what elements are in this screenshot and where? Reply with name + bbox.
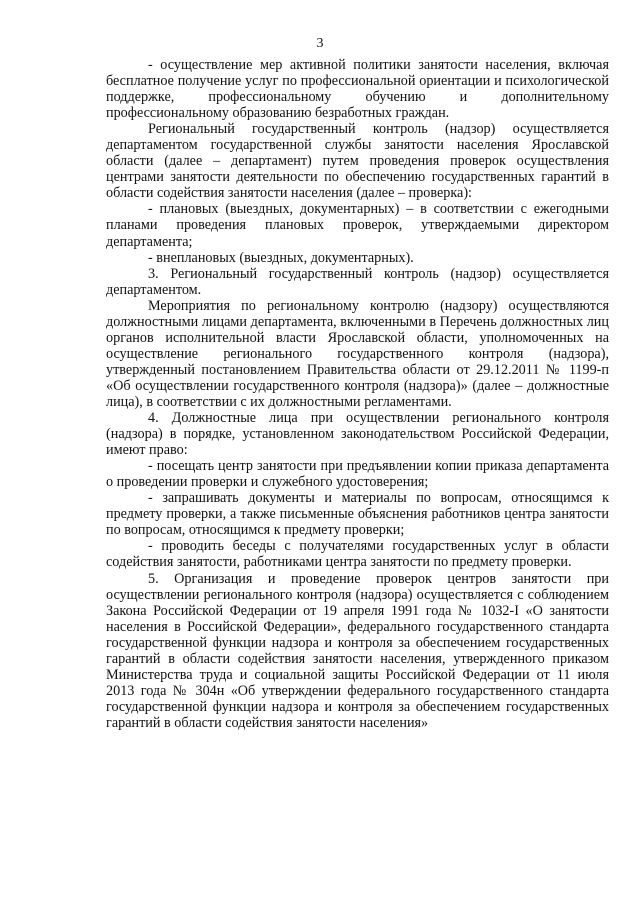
paragraph-officials-list: Мероприятия по региональному контролю (надзору) осуществляются должностными лицами департамента, включенными в Перечень должностных лиц органов исполнительной власти Ярославской области, уполномоченных на осуществление регионального государственного контроля (надзора), утвержденный постановлением Правительства области от 29.12.2011 № 1199-п «Об осуществлении государственного контроля (надзора)» (далее – должностные лица), в соответствии с их должностными регламентами.: [106, 297, 609, 410]
page-number: 3: [316, 36, 324, 51]
paragraph-unplanned-inspections: - внеплановых (выездных, документарных).: [148, 249, 414, 266]
paragraph-section-3: 3. Региональный государственный контроль (надзор) осуществляется департаментом.: [106, 265, 609, 298]
paragraph-regional-control: Региональный государственный контроль (надзор) осуществляется департаментом государственной службы занятости населения Ярославской области (далее – департамент) путем проведения проверок осуществления центрами занятости деятельности по обеспечению государственных гарантий в области содействия занятости населения (далее – проверка):: [106, 121, 609, 202]
paragraph-right-request-documents: - запрашивать документы и материалы по вопросам, относящимся к предмету проверки, а также письменные объяснения работников центра занятости по вопросам, относящимся к предмету проверки;: [106, 490, 609, 539]
paragraph-section-5: 5. Организация и проведение проверок центров занятости при осуществлении регионального контроля (надзора) осуществляется с соблюдением Закона Российской Федерации от 19 апреля 1991 года № 1032-I «О занятости населения в Российской Федерации», федерального государственного стандарта государственной функции надзора и контроля за обеспечением государственных гарантий в области содействия занятости населения, утвержденного приказом Министерства труда и социальной защиты Российской Федерации от 11 июля 2013 года № 304н «Об утверждении федерального государственного стандарта государственной функции надзора и контроля за обеспечением государственных гарантий в области содействия занятости населения»: [106, 570, 609, 731]
paragraph-right-visit: - посещать центр занятости при предъявлении копии приказа департамента о проведении проверки и служебного удостоверения;: [106, 458, 609, 491]
paragraph-policy-measures: - осуществление мер активной политики занятости населения, включая бесплатное получение услуг по профессиональной ориентации и психологической поддержке, профессиональному обучению и дополнительному профессиональному образованию безработных граждан.: [106, 57, 609, 122]
paragraph-planned-inspections: - плановых (выездных, документарных) – в соответствии с ежегодными планами проведения плановых проверок, утверждаемыми директором департамента;: [106, 201, 609, 250]
document-body: [106, 57, 609, 731]
paragraph-section-4: 4. Должностные лица при осуществлении регионального контроля (надзора) в порядке, установленном законодательством Российской Федерации, имеют право:: [106, 410, 609, 459]
paragraph-right-conversations: - проводить беседы с получателями государственных услуг в области содействия занятости, работниками центра занятости по предмету проверки.: [106, 538, 609, 571]
